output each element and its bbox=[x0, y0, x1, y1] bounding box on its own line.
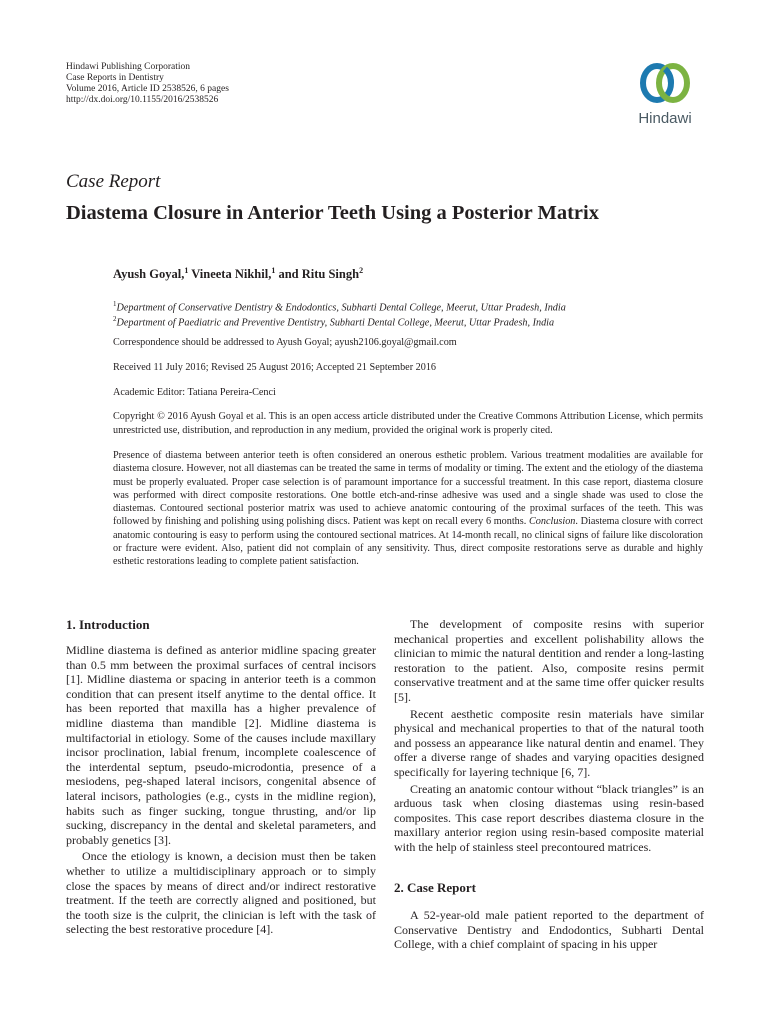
case-paragraph: A 52-year-old male patient reported to the department of Conservative Dentistry and Endodontics, Subharti Dental College, with a chief complaint of spacing in his upper bbox=[394, 908, 704, 952]
affiliation-mark: 1 bbox=[113, 300, 117, 308]
abstract-text bbox=[113, 449, 703, 569]
copyright-notice: Copyright © 2016 Ayush Goyal et al. This is an open access article distributed under the Creative Commons Attribution License, which permits unrestricted use, distribution, and reproduction in any medium, provided the original work is properly cited. bbox=[113, 411, 703, 436]
author-name: Vineeta Nikhil, bbox=[188, 267, 272, 282]
section-heading-case-report: 2. Case Report bbox=[394, 880, 476, 895]
intro-paragraph: Once the etiology is known, a decision must then be taken whether to utilize a multidisciplinary approach or to simply close the spaces by means of direct and/or indirect restorative treatment. If the teeth are correctly aligned and positioned, but the tooth size is the culprit, the clinician is left with the task of selecting the best restorative procedure [4]. bbox=[66, 849, 376, 937]
article-title: Diastema Closure in Anterior Teeth Using a Posterior Matrix bbox=[66, 202, 599, 224]
doi-link[interactable]: http://dx.doi.org/10.1155/2016/2538526 bbox=[66, 95, 219, 105]
logo-text: Hindawi bbox=[638, 110, 692, 127]
abstract-body: Presence of diastema between anterior teeth is often considered an onerous esthetic problem. Various treatment modalities are available for diastema closure. However, not all diastemas can be treated the same in terms of modality or timing. The extent and the etiology of the diastema must be properly evaluated. Proper case selection is of paramount importance for a successful treatment. In this case report, diastema closure was performed with direct composite restorations. One bottle etch-and-rinse adhesive was used and a single shade was used to close the diastemas. Contoured sectional posterior matrix was used to achieve anatomic contouring of the proximal surfaces of the teeth. This was followed by finishing and polishing using polishing discs. Patient was kept on recall every 6 months. bbox=[113, 450, 703, 528]
volume-info: Volume 2016, Article ID 2538526, 6 pages bbox=[66, 84, 229, 94]
correspondence: Correspondence should be addressed to Ayush Goyal; ayush2106.goyal@gmail.com bbox=[113, 337, 457, 348]
left-column bbox=[66, 643, 376, 937]
intro-paragraph: Midline diastema is defined as anterior midline spacing greater than 0.5 mm between the proximal surfaces of central incisors [1]. Midline diastema or spacing in anterior teeth is a common condition that can present itself anytime to the dental office. It has been reported that maxilla has a higher prevalence of midline diastema than mandible [2]. Midline diastema is multifactorial in etiology. Some of the causes include maxillary incisor proclination, labial frenum, incomplete coalescence of the interdental septum, pseudo-microdontia, presence of a mesiodens, peg-shaped lateral incisors, congenital absence of lateral incisors, pathologies (e.g., cysts in the midline region), habits such as finger sucking, tongue thrusting, and/or lip sucking, discrepancy in the dental and skeletal parameters, and probably genetics [3]. bbox=[66, 643, 376, 847]
affiliation-2 bbox=[113, 315, 554, 328]
right-column bbox=[394, 617, 704, 855]
author-affiliation-mark: 2 bbox=[359, 266, 364, 275]
author-name: Ayush Goyal, bbox=[113, 267, 185, 282]
body-paragraph: The development of composite resins with superior mechanical properties and excellent polishability allows the clinician to mimic the natural dentition and render a long-lasting restoration to the patient. Also, composite resins permit conservative treatment and at the same time offer quicker results [5]. bbox=[394, 617, 704, 704]
affiliation-text: Department of Conservative Dentistry & Endodontics, Subharti Dental College, Meerut, Uttar Pradesh, India bbox=[116, 302, 566, 314]
author-list bbox=[113, 266, 363, 282]
publisher-name: Hindawi Publishing Corporation bbox=[66, 62, 191, 72]
case-report-column bbox=[394, 908, 704, 952]
body-paragraph: Recent aesthetic composite resin materials have similar physical and mechanical properties to that of the natural tooth and possess an appearance like natural dentin and enamel. They offer a diverse range of shades and varying opacities designed specifically for layering technique [6, 7]. bbox=[394, 706, 704, 779]
academic-editor: Academic Editor: Tatiana Pereira-Cenci bbox=[113, 387, 276, 398]
affiliation-1 bbox=[113, 300, 566, 313]
abstract bbox=[113, 449, 703, 569]
section-heading-introduction: 1. Introduction bbox=[66, 617, 150, 632]
publication-info bbox=[66, 62, 229, 106]
hindawi-logo-icon bbox=[630, 58, 700, 108]
abstract-body-continued: . Diastema closure with correct anatomic contouring is easy to perform using the contoured sectional matrices. At 14-month recall, no clinical signs of failure like discoloration or fracture were evident. Also, patient did not complain of any sensitivity. Thus, direct composite restorations serve as durable and highly esthetic restorations leading to complete patient satisfaction. bbox=[113, 516, 703, 568]
author-affiliation-mark: 1 bbox=[184, 266, 189, 275]
article-dates: Received 11 July 2016; Revised 25 August 2016; Accepted 21 September 2016 bbox=[113, 362, 437, 373]
journal-name: Case Reports in Dentistry bbox=[66, 73, 164, 83]
body-paragraph: Creating an anatomic contour without “black triangles” is an arduous task when closing diastemas using resin-based composites. This case report describes diastema closure in the maxillary anterior region using resin-based composite material with the help of stainless steel precontoured matrices. bbox=[394, 781, 704, 854]
hindawi-logo bbox=[630, 58, 700, 130]
abstract-conclusion-label: Conclusion bbox=[528, 516, 576, 528]
affiliation-text: Department of Paediatric and Preventive Dentistry, Subharti Dental College, Meerut, Uttar Pradesh, India bbox=[116, 317, 555, 329]
author-name: and Ritu Singh bbox=[275, 267, 360, 282]
author-affiliation-mark: 1 bbox=[271, 266, 276, 275]
affiliation-mark: 2 bbox=[113, 315, 117, 323]
article-type: Case Report bbox=[66, 171, 161, 192]
